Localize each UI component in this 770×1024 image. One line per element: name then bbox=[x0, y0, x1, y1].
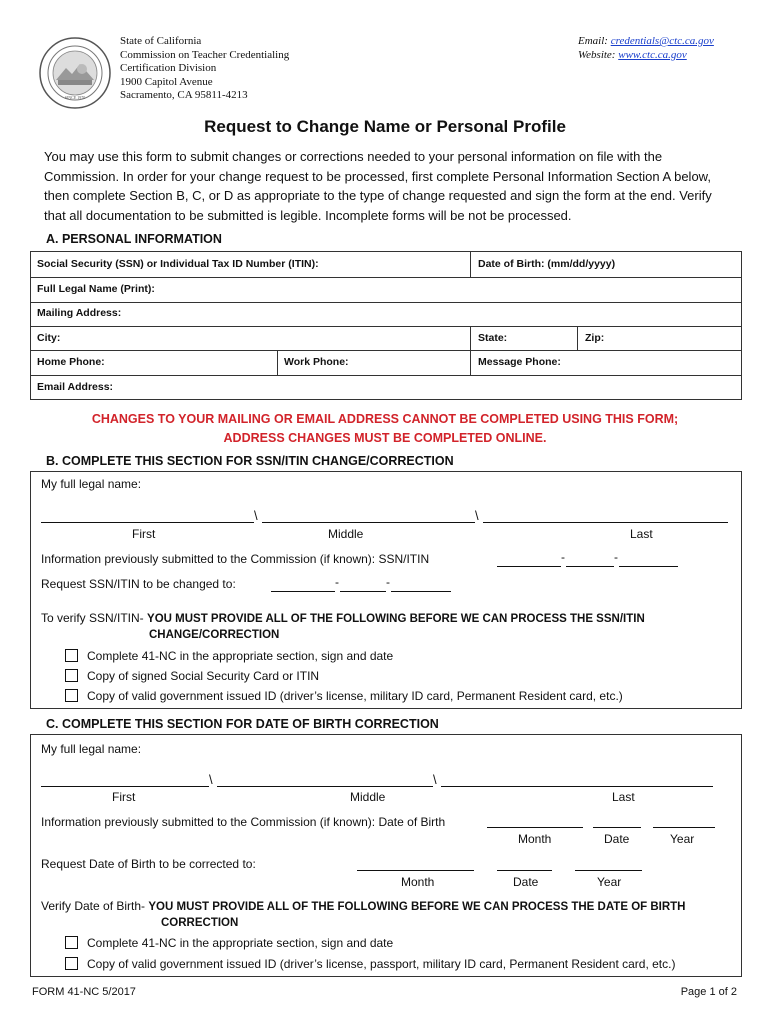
address-line: Certification Division bbox=[120, 62, 217, 74]
request-dob-label: Request Date of Birth to be corrected to: bbox=[41, 857, 256, 871]
checklist-item: Copy of signed Social Security Card or ITIN bbox=[87, 669, 320, 683]
svg-text:SINCE 1970: SINCE 1970 bbox=[64, 95, 86, 100]
address-change-warning bbox=[0, 410, 770, 448]
checkbox-ss-card[interactable] bbox=[65, 669, 78, 682]
last-caption: Last bbox=[612, 790, 635, 804]
checklist-item: Complete 41-NC in the appropriate section, sign and date bbox=[87, 936, 394, 950]
new-ssn-part-1[interactable] bbox=[271, 591, 335, 592]
zip-label: Zip: bbox=[585, 332, 605, 344]
state-label: State: bbox=[478, 332, 508, 344]
home-phone-label: Home Phone: bbox=[37, 356, 105, 368]
middle-name-line[interactable] bbox=[262, 522, 475, 523]
legal-name-label: My full legal name: bbox=[41, 742, 142, 756]
california-commission-seal bbox=[38, 36, 112, 110]
verify-requirement: YOU MUST PROVIDE ALL OF THE FOLLOWING BEFORE WE CAN PROCESS THE SSN/ITIN bbox=[147, 613, 645, 625]
personal-info-table bbox=[30, 251, 742, 400]
warning-line: ADDRESS CHANGES MUST BE COMPLETED ONLINE. bbox=[223, 431, 547, 445]
separator: \ bbox=[254, 508, 258, 523]
section-c-heading: C. COMPLETE THIS SECTION FOR DATE OF BIRTH CORRECTION bbox=[46, 717, 439, 731]
new-ssn-part-2[interactable] bbox=[340, 591, 386, 592]
address-line: Commission on Teacher Credentialing bbox=[120, 48, 290, 61]
checkbox-41nc[interactable] bbox=[65, 649, 78, 662]
prev-ssn-part-2[interactable] bbox=[566, 566, 614, 567]
verify-prefix: Verify Date of Birth- bbox=[41, 899, 146, 913]
verify-requirement-cont: CORRECTION bbox=[161, 917, 239, 929]
ssn-label: Social Security (SSN) or Individual Tax ID Number (ITIN): bbox=[37, 258, 319, 270]
new-dob-date[interactable] bbox=[497, 870, 552, 871]
address-line: State of California bbox=[120, 35, 202, 47]
checklist-item: Complete 41-NC in the appropriate section, sign and date bbox=[87, 649, 394, 663]
verify-requirement-cont: CHANGE/CORRECTION bbox=[149, 629, 280, 641]
checklist-item: Copy of valid government issued ID (driver’s license, passport, military ID card, Permanent Resident card, etc.) bbox=[87, 957, 676, 971]
page-title: Request to Change Name or Personal Profile bbox=[204, 117, 566, 136]
mailing-address-label: Mailing Address: bbox=[37, 307, 122, 319]
prev-ssn-part-3[interactable] bbox=[619, 566, 678, 567]
last-name-line[interactable] bbox=[441, 786, 713, 787]
middle-caption: Middle bbox=[328, 527, 364, 541]
email-label: Email: bbox=[578, 35, 608, 47]
month-caption: Month bbox=[518, 832, 552, 846]
verify-prefix: To verify SSN/ITIN- bbox=[41, 611, 144, 625]
first-caption: First bbox=[112, 790, 136, 804]
new-dob-year[interactable] bbox=[575, 870, 642, 871]
prev-dob-month[interactable] bbox=[487, 827, 583, 828]
new-ssn-part-3[interactable] bbox=[391, 591, 451, 592]
agency-address bbox=[120, 35, 289, 103]
first-caption: First bbox=[132, 527, 156, 541]
dash: - bbox=[561, 550, 565, 564]
last-name-line[interactable] bbox=[483, 522, 728, 523]
first-name-line[interactable] bbox=[41, 522, 254, 523]
separator: \ bbox=[433, 772, 437, 787]
middle-caption: Middle bbox=[350, 790, 386, 804]
separator: \ bbox=[475, 508, 479, 523]
section-a-heading: A. PERSONAL INFORMATION bbox=[46, 232, 222, 246]
section-b-heading: B. COMPLETE THIS SECTION FOR SSN/ITIN CHANGE/CORRECTION bbox=[46, 454, 454, 468]
previous-dob-label: Information previously submitted to the Commission (if known): Date of Birth bbox=[41, 815, 446, 829]
dash: - bbox=[335, 575, 339, 589]
prev-dob-year[interactable] bbox=[653, 827, 715, 828]
message-phone-label: Message Phone: bbox=[478, 356, 561, 368]
website-link[interactable]: www.ctc.ca.gov bbox=[618, 48, 687, 61]
full-name-label: Full Legal Name (Print): bbox=[37, 283, 155, 295]
dash: - bbox=[386, 575, 390, 589]
warning-line: CHANGES TO YOUR MAILING OR EMAIL ADDRESS CANNOT BE COMPLETED USING THIS FORM; bbox=[91, 412, 679, 426]
email-address-label: Email Address: bbox=[37, 381, 114, 393]
city-label: City: bbox=[37, 332, 61, 344]
previous-ssn-label: Information previously submitted to the Commission (if known): SSN/ITIN bbox=[41, 552, 430, 566]
agency-contact bbox=[578, 35, 714, 62]
address-line: 1900 Capitol Avenue bbox=[120, 75, 213, 88]
year-caption: Year bbox=[597, 875, 622, 889]
address-line: Sacramento, CA 95811-4213 bbox=[120, 89, 248, 101]
dash: - bbox=[614, 550, 618, 564]
request-ssn-label: Request SSN/ITIN to be changed to: bbox=[41, 577, 236, 591]
page-number: Page 1 of 2 bbox=[680, 986, 737, 998]
work-phone-label: Work Phone: bbox=[284, 356, 349, 368]
middle-name-line[interactable] bbox=[217, 786, 433, 787]
checkbox-41nc[interactable] bbox=[65, 936, 78, 949]
year-caption: Year bbox=[670, 832, 695, 846]
website-label: Website: bbox=[578, 48, 616, 61]
intro-paragraph: You may use this form to submit changes or corrections needed to your personal information on file with the Commission. In order for your change request to be processed, first complete Personal Information Section A below, then complete Section B, C, or D as appropriate to the type of change requested and sign the form at the end. Verify that all documentation to be submitted is legible. Incomplete forms will be not be processed. bbox=[44, 149, 712, 223]
first-name-line[interactable] bbox=[41, 786, 209, 787]
checkbox-gov-id[interactable] bbox=[65, 689, 78, 702]
verify-dob-instruction bbox=[41, 899, 686, 913]
new-dob-month[interactable] bbox=[357, 870, 474, 871]
month-caption: Month bbox=[401, 875, 435, 889]
verify-requirement: YOU MUST PROVIDE ALL OF THE FOLLOWING BEFORE WE CAN PROCESS THE DATE OF BIRTH bbox=[148, 901, 686, 913]
date-caption: Date bbox=[604, 832, 630, 846]
prev-ssn-part-1[interactable] bbox=[497, 566, 561, 567]
email-link[interactable]: credentials@ctc.ca.gov bbox=[610, 35, 714, 47]
checklist-item: Copy of valid government issued ID (driver’s license, military ID card, Permanent Resident card, etc.) bbox=[87, 689, 623, 703]
separator: \ bbox=[209, 772, 213, 787]
last-caption: Last bbox=[630, 527, 653, 541]
checkbox-gov-id[interactable] bbox=[65, 957, 78, 970]
verify-ssn-instruction bbox=[41, 611, 645, 625]
prev-dob-date[interactable] bbox=[593, 827, 641, 828]
dob-label: Date of Birth: (mm/dd/yyyy) bbox=[478, 258, 616, 270]
legal-name-label: My full legal name: bbox=[41, 477, 142, 491]
form-id: FORM 41-NC 5/2017 bbox=[32, 986, 136, 998]
date-caption: Date bbox=[513, 875, 539, 889]
